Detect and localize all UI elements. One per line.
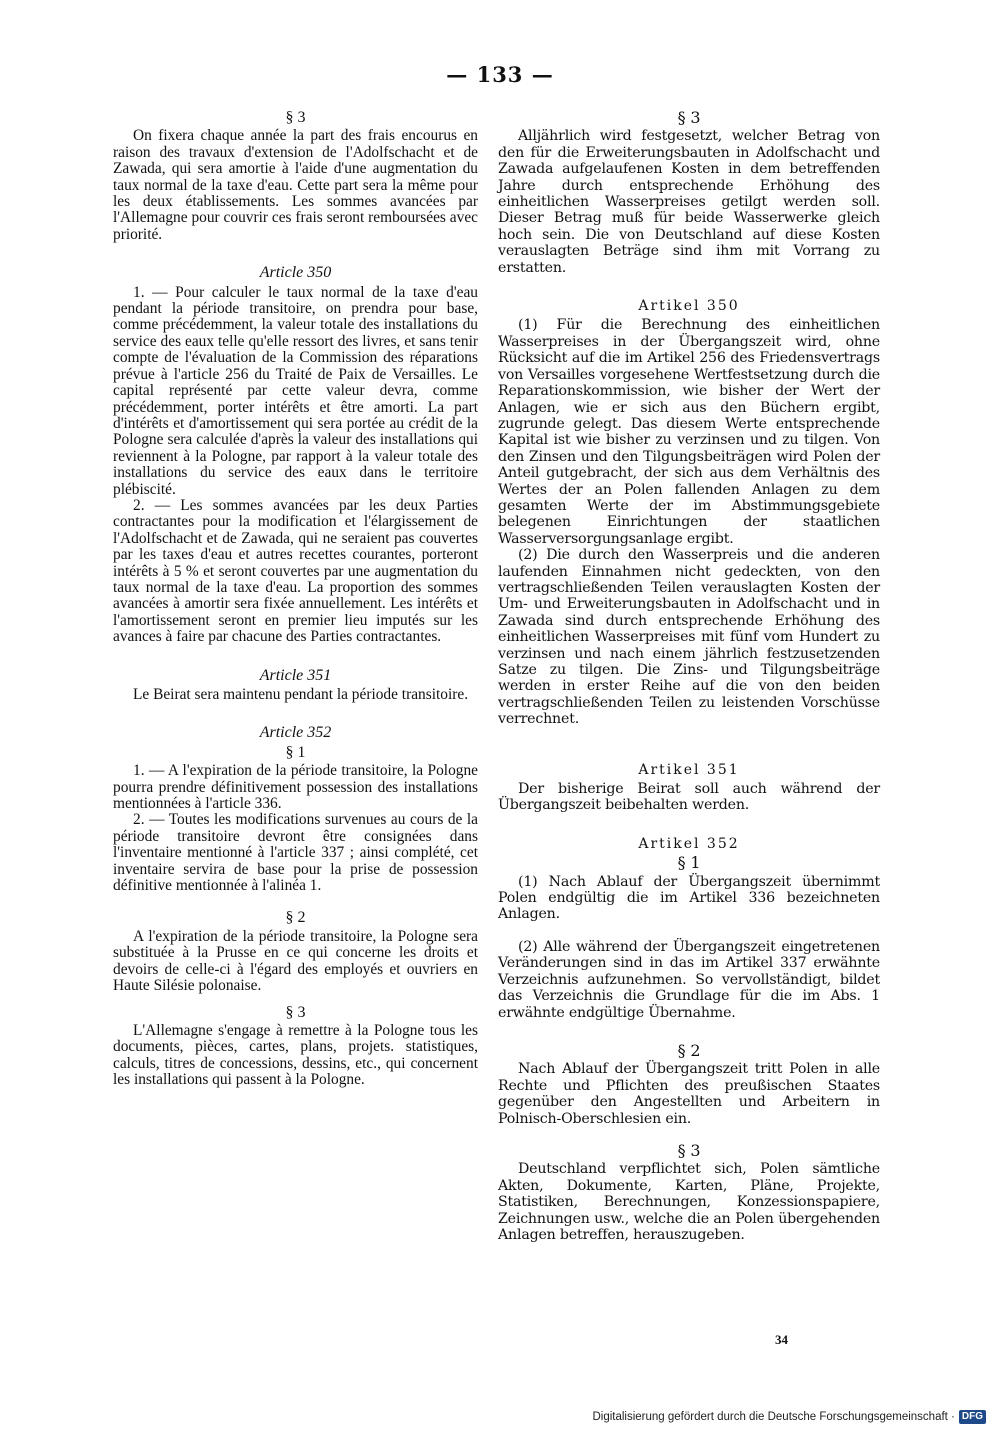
page-number: — 133 — — [446, 62, 554, 87]
fr-art352-s1-p1: 1. — A l'expiration de la période transitoire, la Pologne pourra prendre définitivement possession des installations mentionnées à l'article 336. — [113, 762, 478, 813]
dfg-logo-icon: DFG — [959, 1410, 986, 1424]
de-art352-s1-p1: (1) Nach Ablauf der Übergangszeit übernimmt Polen endgültig die im Artikel 336 bezeichneten Anlagen. — [498, 873, 880, 923]
french-column — [113, 110, 478, 1089]
de-art352-s2-text: Nach Ablauf der Übergangszeit tritt Polen in alle Rechte und Pflichten des preußischen Staates gegenüber den Angestellten und Arbeitern in Polnisch-Oberschlesien ein. — [498, 1061, 880, 1127]
fr-art352-heading: Article 352 — [259, 724, 332, 742]
de-art351-text: Der bisherige Beirat soll auch während der Übergangszeit beibehalten werden. — [498, 781, 880, 814]
footer-text: Digitalisierung gefördert durch die Deutsche Forschungsgemeinschaft · — [592, 1411, 955, 1423]
sheet-number: 34 — [775, 1332, 788, 1347]
de-s3-heading: § 3 — [677, 108, 701, 127]
de-art352-s3-text: Deutschland verpflichtet sich, Polen sämtliche Akten, Dokumente, Karten, Pläne, Projekte, Statistiken, Berechnungen, Konzessionspapiere, Zeichnungen usw., welche die an Polen übergehenden Anlagen betreffen, herauszugeben. — [498, 1161, 880, 1243]
fr-s3-heading: § 3 — [285, 109, 306, 126]
de-art352-s1-p2: (2) Alle während der Übergangszeit eingetretenen Veränderungen sind in das im Artikel 337 erwähnte Verzeichnis aufzunehmen. So vervollständigt, bildet das Verzeichnis die Grundlage für die im Abs. 1 erwähnte endgültige Übernahme. — [498, 938, 880, 1021]
fr-art351-text: Le Beirat sera maintenu pendant la période transitoire. — [133, 686, 469, 703]
fr-art350-p1: 1. — Pour calculer le taux normal de la taxe d'eau pendant la période transitoire, on prendra pour base, comme précédemment, la valeur totale des installations du service des eaux telle qu'elle ressort des livres, et sans tenir compte de l'évaluation de la Commission des réparations prévue à l'article 256 du Traité de Paix de Versailles. Le capital représenté par cette valeur devra, comme précédemment, porter intérêts et être amorti. La part d'intérêts et d'amortissement qui sera portée au crédit de la Pologne sera calculée d'après la valeur des installations qui reviennent à la Pologne, par rapport à la valeur totale des installations du service des eaux dans le territoire plébiscité. — [113, 283, 478, 498]
de-s3-text: Alljährlich wird festgesetzt, welcher Betrag von den für die Erweiterungsbauten in Adolfschacht und Zawada aufgelaufenen Kosten in dem betreffenden Jahre durch entsprechende Erhöhung des einheitlichen Wasserpreises getilgt werden soll. Dieser Betrag muß für beide Wasserwerke gleich hoch sein. Die von Deutschland auf diese Kosten verauslagten Beträge sind ihm mit Vorrang zu erstatten. — [498, 128, 880, 276]
de-art350-p1: (1) Für die Berechnung des einheitlichen Wasserpreises in der Übergangszeit wird, ohne Rücksicht auf die im Artikel 256 des Friedensvertrags von Versailles vorgesehene Wertfestsetzung durch die Reparationskommission, wie bisher der Wert der Anlagen, wie er sich aus den Büchern ergibt, zugrunde gelegt. Das diesem Werte entsprechende Kapital ist wie bisher zu verzinsen und zu tilgen. Von den Zinsen und den Tilgungsbeiträgen wird Polen der Anteil gutgebracht, der sich aus dem Verhältnis des Wertes der an Polen fallenden Anlagen zu dem gesamten Werte der im Abstimmungsgebiete belegenen Einrichtungen der staatlichen Wasserversorgungsanlage ergibt. — [498, 317, 880, 547]
de-art351-heading: Artikel 351 — [638, 761, 740, 778]
fr-art352-s1-p2: 2. — Toutes les modifications survenues au cours de la période transitoire devront être consignées dans l'inventaire mentionné à l'article 337 ; ainsi complété, cet inventaire servira de base pour la prise de possession définitive mentionnée à l'alinéa 1. — [113, 811, 478, 895]
fr-art352-s3-heading: § 3 — [285, 1003, 306, 1021]
footer — [592, 1410, 986, 1424]
fr-art351-heading: Article 351 — [259, 666, 332, 684]
de-art352-s1-heading: § 1 — [677, 853, 701, 873]
de-art352-heading: Artikel 352 — [638, 835, 740, 852]
de-art352-s3-heading: § 3 — [677, 1140, 701, 1160]
fr-art350-heading: Article 350 — [259, 264, 332, 282]
fr-art352-s2-text: A l'expiration de la période transitoire, la Pologne sera substituée à la Prusse en ce qui concerne les droits et devoirs de celle-ci à l'égard des employés et ouvriers en Haute Silésie polonaise. — [113, 927, 478, 995]
de-art350-heading: Artikel 350 — [638, 298, 740, 315]
de-art350-p2: (2) Die durch den Wasserpreis und die anderen laufenden Einnahmen nicht gedeckten, von den vertragschließenden Teilen verauslagten Kosten der Um- und Erweiterungsbauten in Adolfschacht und in Zawada sind durch entsprechende Erhöhung des einheitlichen Wasserpreises mit fünf vom Hundert zu verzinsen und nach einem jährlich festzusetzenden Satze zu tilgen. Die Zins- und Tilgungsbeiträge werden in erster Reihe auf die von den beiden vertragschließenden Teilen zu leistenden Vorschüsse verrechnet. — [498, 547, 880, 728]
german-column — [498, 110, 880, 1243]
fr-art352-s2-heading: § 2 — [285, 909, 306, 927]
fr-s3-text: On fixera chaque année la part des frais encourus en raison des travaux d'extension de l'Adolfschacht et de Zawada, qui sera amortie à l'aide d'une augmentation du taux normal de la taxe d'eau. Cette part sera la même pour les deux établissements. Les sommes avancées par l'Allemagne pour couvrir ces frais seront remboursées avec priorité. — [113, 127, 478, 243]
fr-art352-s3-text: L'Allemagne s'engage à remettre à la Pologne tous les documents, pièces, cartes, plans, projets. statistiques, calculs, titres de concessions, dessins, etc., qui concernent les installations qui passent à la Pologne. — [113, 1021, 478, 1089]
fr-art350-p2: 2. — Les sommes avancées par les deux Parties contractantes pour la modification et l'élargissement de l'Adolfschacht et de Zawada, qui ne seraient pas couvertes par les taxes d'eau et autres recettes courantes, porteront intérêts à 5 % et seront couvertes par une augmentation du taux normal de la taxe d'eau. La proportion des sommes avancées à amortir sera fixée annuellement. Les intérêts et l'amortissement seront en premier lieu imputés sur les avances à faire par chacune des Parties contractantes. — [113, 496, 478, 646]
fr-art352-s1-heading: § 1 — [285, 743, 306, 761]
de-art352-s2-heading: § 2 — [677, 1040, 701, 1060]
